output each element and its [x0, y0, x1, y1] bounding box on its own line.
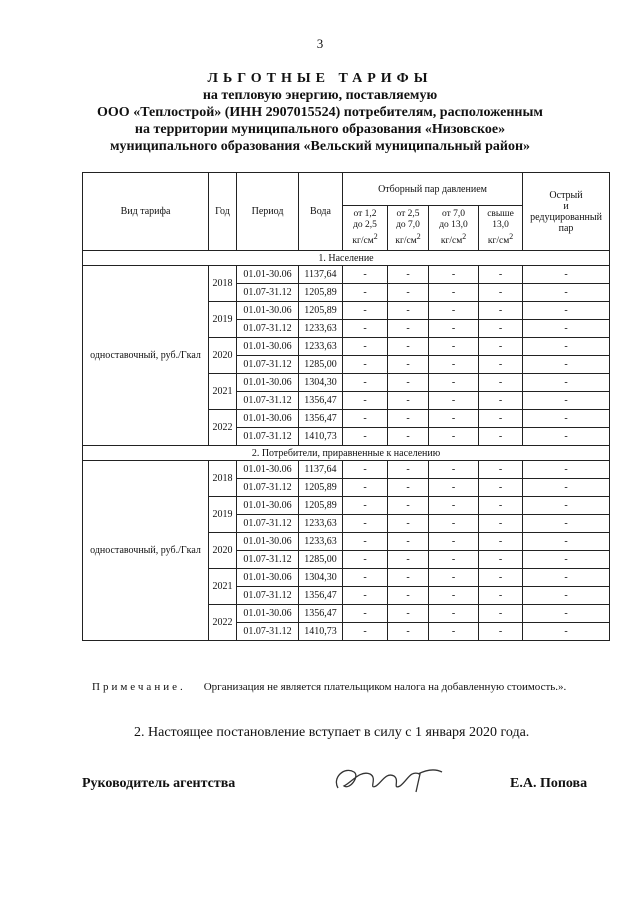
empty-value-cell: - — [479, 356, 523, 374]
empty-value-cell: - — [523, 551, 610, 569]
empty-value-cell: - — [343, 338, 388, 356]
empty-value-cell: - — [479, 320, 523, 338]
empty-value-cell: - — [429, 623, 479, 641]
empty-value-cell: - — [343, 266, 388, 284]
empty-value-cell: - — [429, 284, 479, 302]
empty-value-cell: - — [523, 461, 610, 479]
empty-value-cell: - — [523, 302, 610, 320]
empty-value-cell: - — [479, 266, 523, 284]
empty-value-cell: - — [343, 479, 388, 497]
empty-value-cell: - — [343, 569, 388, 587]
tariff-table — [82, 172, 610, 641]
empty-value-cell: - — [523, 320, 610, 338]
water-tariff-cell: 1285,00 — [299, 356, 343, 374]
empty-value-cell: - — [343, 392, 388, 410]
empty-value-cell: - — [479, 515, 523, 533]
header-p2-a: от 2,5 — [396, 208, 420, 219]
empty-value-cell: - — [523, 284, 610, 302]
empty-value-cell: - — [429, 497, 479, 515]
unit-text: кг/см — [395, 236, 417, 247]
water-tariff-cell: 1356,47 — [299, 605, 343, 623]
water-tariff-cell: 1233,63 — [299, 338, 343, 356]
header-sharp-1: Острый — [549, 189, 583, 201]
empty-value-cell: - — [523, 515, 610, 533]
water-tariff-cell: 1205,89 — [299, 284, 343, 302]
empty-value-cell: - — [388, 392, 429, 410]
empty-value-cell: - — [388, 623, 429, 641]
empty-value-cell: - — [479, 374, 523, 392]
empty-value-cell: - — [388, 338, 429, 356]
year-cell: 2018 — [209, 266, 237, 302]
empty-value-cell: - — [429, 392, 479, 410]
year-cell: 2021 — [209, 374, 237, 410]
header-p1-unit — [345, 231, 385, 247]
header-pressure-1 — [343, 206, 388, 251]
empty-value-cell: - — [429, 533, 479, 551]
empty-value-cell: - — [343, 374, 388, 392]
unit-text: кг/см — [487, 236, 510, 247]
water-tariff-cell: 1205,89 — [299, 302, 343, 320]
period-cell: 01.01-30.06 — [237, 569, 299, 587]
period-cell: 01.07-31.12 — [237, 479, 299, 497]
water-tariff-cell: 1410,73 — [299, 428, 343, 446]
header-p2-b: до 7,0 — [396, 219, 420, 230]
empty-value-cell: - — [429, 587, 479, 605]
unit-text: кг/см — [352, 236, 374, 247]
header-kind: Вид тарифа — [83, 173, 209, 251]
document-title — [40, 70, 600, 155]
empty-value-cell: - — [523, 428, 610, 446]
period-cell: 01.07-31.12 — [237, 320, 299, 338]
section-title: 1. Население — [83, 251, 610, 266]
empty-value-cell: - — [343, 356, 388, 374]
header-period: Период — [237, 173, 299, 251]
note — [92, 681, 612, 693]
empty-value-cell: - — [479, 392, 523, 410]
section-title: 2. Потребители, приравненные к населению — [83, 446, 610, 461]
empty-value-cell: - — [523, 356, 610, 374]
empty-value-cell: - — [429, 515, 479, 533]
title-line-4: на территории муниципального образования «Низовское» — [134, 122, 506, 137]
empty-value-cell: - — [343, 497, 388, 515]
note-label: Примечание. — [92, 681, 186, 693]
empty-value-cell: - — [388, 356, 429, 374]
title-line-2: на тепловую энергию, поставляемую — [202, 88, 438, 103]
empty-value-cell: - — [388, 515, 429, 533]
empty-value-cell: - — [343, 605, 388, 623]
title-line-3: ООО «Теплострой» (ИНН 2907015524) потребителям, расположенным — [97, 105, 543, 120]
period-cell: 01.01-30.06 — [237, 497, 299, 515]
year-cell: 2022 — [209, 605, 237, 641]
header-pressure-2 — [388, 206, 429, 251]
empty-value-cell: - — [429, 569, 479, 587]
water-tariff-cell: 1356,47 — [299, 410, 343, 428]
empty-value-cell: - — [479, 623, 523, 641]
empty-value-cell: - — [523, 410, 610, 428]
empty-value-cell: - — [388, 410, 429, 428]
year-cell: 2020 — [209, 533, 237, 569]
period-cell: 01.01-30.06 — [237, 302, 299, 320]
empty-value-cell: - — [479, 569, 523, 587]
empty-value-cell: - — [429, 320, 479, 338]
empty-value-cell: - — [388, 374, 429, 392]
empty-value-cell: - — [388, 551, 429, 569]
empty-value-cell: - — [479, 605, 523, 623]
empty-value-cell: - — [429, 302, 479, 320]
empty-value-cell: - — [343, 410, 388, 428]
water-tariff-cell: 1233,63 — [299, 515, 343, 533]
empty-value-cell: - — [343, 461, 388, 479]
empty-value-cell: - — [479, 302, 523, 320]
empty-value-cell: - — [388, 320, 429, 338]
empty-value-cell: - — [523, 497, 610, 515]
empty-value-cell: - — [429, 338, 479, 356]
period-cell: 01.01-30.06 — [237, 338, 299, 356]
header-p3-unit — [431, 231, 476, 247]
water-tariff-cell: 1356,47 — [299, 587, 343, 605]
period-cell: 01.07-31.12 — [237, 587, 299, 605]
period-cell: 01.01-30.06 — [237, 266, 299, 284]
water-tariff-cell: 1205,89 — [299, 497, 343, 515]
header-steam: Отборный пар давлением — [343, 173, 523, 206]
empty-value-cell: - — [479, 479, 523, 497]
period-cell: 01.01-30.06 — [237, 410, 299, 428]
empty-value-cell: - — [429, 551, 479, 569]
empty-value-cell: - — [388, 605, 429, 623]
empty-value-cell: - — [343, 302, 388, 320]
unit-text: кг/см — [440, 236, 463, 247]
empty-value-cell: - — [523, 605, 610, 623]
tariff-kind: одноставочный, руб./Гкал — [83, 461, 209, 641]
header-sharp-2: и — [563, 200, 569, 212]
empty-value-cell: - — [388, 497, 429, 515]
period-cell: 01.07-31.12 — [237, 284, 299, 302]
header-p4-b: 13,0 — [492, 219, 509, 230]
water-tariff-cell: 1137,64 — [299, 461, 343, 479]
header-water: Вода — [299, 173, 343, 251]
unit-sup: 2 — [509, 231, 514, 241]
signatory-role: Руководитель агентства — [82, 776, 236, 791]
empty-value-cell: - — [479, 551, 523, 569]
empty-value-cell: - — [429, 461, 479, 479]
empty-value-cell: - — [479, 461, 523, 479]
title-heading: ЛЬГОТНЫЕ ТАРИФЫ — [207, 71, 433, 86]
empty-value-cell: - — [523, 392, 610, 410]
signature-stroke — [336, 770, 442, 792]
effective-date-paragraph: 2. Настоящее постановление вступает в силу с 1 января 2020 года. — [134, 725, 530, 740]
unit-sup: 2 — [416, 231, 421, 241]
empty-value-cell: - — [343, 623, 388, 641]
water-tariff-cell: 1410,73 — [299, 623, 343, 641]
empty-value-cell: - — [388, 266, 429, 284]
empty-value-cell: - — [388, 302, 429, 320]
water-tariff-cell: 1233,63 — [299, 320, 343, 338]
empty-value-cell: - — [343, 551, 388, 569]
empty-value-cell: - — [388, 284, 429, 302]
empty-value-cell: - — [429, 605, 479, 623]
year-cell: 2020 — [209, 338, 237, 374]
empty-value-cell: - — [479, 338, 523, 356]
header-pressure-4 — [479, 206, 523, 251]
empty-value-cell: - — [523, 266, 610, 284]
water-tariff-cell: 1304,30 — [299, 569, 343, 587]
empty-value-cell: - — [523, 479, 610, 497]
year-cell: 2021 — [209, 569, 237, 605]
empty-value-cell: - — [523, 623, 610, 641]
empty-value-cell: - — [343, 533, 388, 551]
empty-value-cell: - — [479, 284, 523, 302]
water-tariff-cell: 1356,47 — [299, 392, 343, 410]
header-p1-b: до 2,5 — [353, 219, 377, 230]
period-cell: 01.01-30.06 — [237, 374, 299, 392]
empty-value-cell: - — [343, 428, 388, 446]
period-cell: 01.07-31.12 — [237, 356, 299, 374]
header-year: Год — [209, 173, 237, 251]
year-cell: 2019 — [209, 497, 237, 533]
water-tariff-cell: 1285,00 — [299, 551, 343, 569]
period-cell: 01.07-31.12 — [237, 428, 299, 446]
year-cell: 2019 — [209, 302, 237, 338]
empty-value-cell: - — [343, 587, 388, 605]
empty-value-cell: - — [479, 533, 523, 551]
empty-value-cell: - — [388, 428, 429, 446]
header-pressure-3 — [429, 206, 479, 251]
header-sharp-steam — [523, 173, 610, 251]
empty-value-cell: - — [429, 374, 479, 392]
empty-value-cell: - — [388, 533, 429, 551]
empty-value-cell: - — [429, 428, 479, 446]
header-p4-a: свыше — [487, 208, 514, 219]
empty-value-cell: - — [479, 497, 523, 515]
empty-value-cell: - — [479, 428, 523, 446]
empty-value-cell: - — [429, 356, 479, 374]
header-p1-a: от 1,2 — [353, 208, 377, 219]
year-cell: 2022 — [209, 410, 237, 446]
water-tariff-cell: 1233,63 — [299, 533, 343, 551]
water-tariff-cell: 1205,89 — [299, 479, 343, 497]
empty-value-cell: - — [429, 479, 479, 497]
table-row — [83, 461, 610, 479]
water-tariff-cell: 1304,30 — [299, 374, 343, 392]
unit-sup: 2 — [462, 231, 467, 241]
empty-value-cell: - — [388, 461, 429, 479]
empty-value-cell: - — [388, 479, 429, 497]
empty-value-cell: - — [479, 587, 523, 605]
empty-value-cell: - — [523, 533, 610, 551]
period-cell: 01.07-31.12 — [237, 515, 299, 533]
period-cell: 01.07-31.12 — [237, 551, 299, 569]
header-sharp-3: редуцированный — [530, 211, 602, 223]
signatory-name: Е.А. Попова — [510, 776, 588, 791]
title-line-5: муниципального образования «Вельский муниципальный район» — [109, 139, 531, 154]
period-cell: 01.07-31.12 — [237, 623, 299, 641]
water-tariff-cell: 1137,64 — [299, 266, 343, 284]
period-cell: 01.01-30.06 — [237, 605, 299, 623]
empty-value-cell: - — [479, 410, 523, 428]
header-p3-a: от 7,0 — [441, 208, 466, 219]
empty-value-cell: - — [523, 569, 610, 587]
empty-value-cell: - — [343, 320, 388, 338]
empty-value-cell: - — [343, 515, 388, 533]
page-number: 3 — [316, 36, 324, 51]
period-cell: 01.01-30.06 — [237, 461, 299, 479]
empty-value-cell: - — [388, 587, 429, 605]
empty-value-cell: - — [523, 338, 610, 356]
handwritten-signature — [330, 760, 450, 800]
table-row — [83, 266, 610, 284]
period-cell: 01.01-30.06 — [237, 533, 299, 551]
year-cell: 2018 — [209, 461, 237, 497]
header-p3-b: до 13,0 — [439, 219, 468, 230]
empty-value-cell: - — [523, 587, 610, 605]
header-p2-unit — [390, 231, 426, 247]
tariff-kind: одноставочный, руб./Гкал — [83, 266, 209, 446]
header-sharp-4: пар — [558, 222, 574, 234]
unit-sup: 2 — [373, 231, 378, 241]
period-cell: 01.07-31.12 — [237, 392, 299, 410]
empty-value-cell: - — [343, 284, 388, 302]
note-text: Организация не является плательщиком налога на добавленную стоимость.». — [203, 681, 567, 693]
empty-value-cell: - — [523, 374, 610, 392]
empty-value-cell: - — [388, 569, 429, 587]
empty-value-cell: - — [429, 266, 479, 284]
empty-value-cell: - — [429, 410, 479, 428]
header-p4-unit — [481, 231, 520, 247]
